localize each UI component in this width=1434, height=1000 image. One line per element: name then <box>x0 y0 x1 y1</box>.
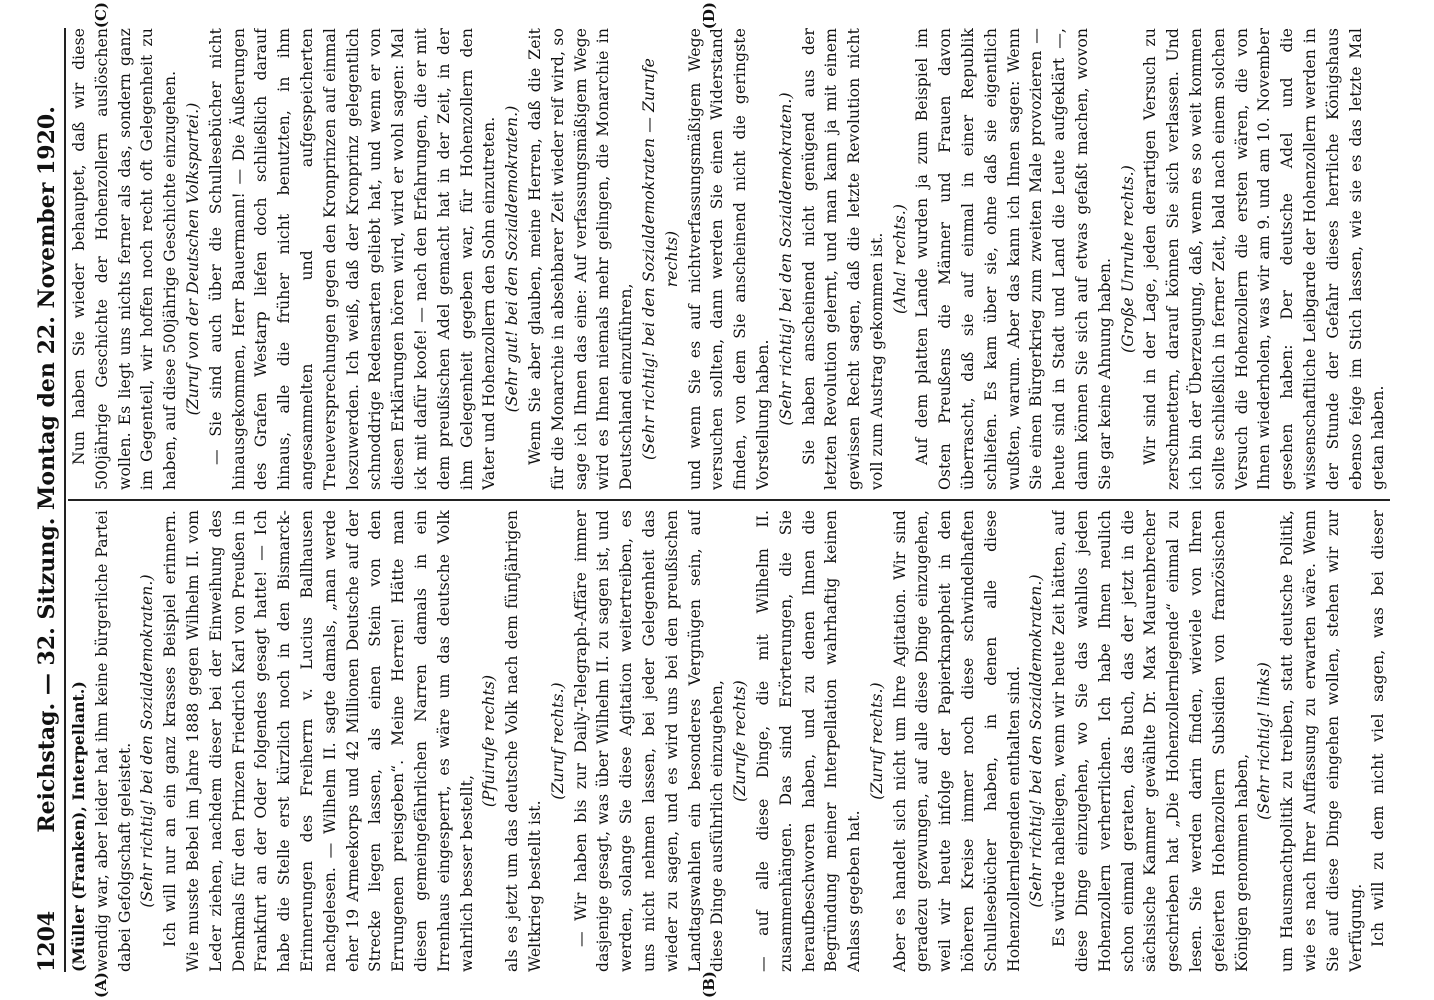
paragraph <box>889 510 1026 972</box>
paragraph-text: (Sehr richtig! bei den Sozialdemokraten.) <box>138 574 157 908</box>
paragraph <box>205 28 501 490</box>
paragraph-text: wendig war, aber leider hat ihm keine bürgerliche Partei dabei Gefolgschaft geleistet. <box>92 510 134 972</box>
paragraph-text: (Zuruf rechts.) <box>548 682 567 800</box>
paragraph-text: Wenn Sie aber glauben, meine Herren, daß die Zeit für die Monarchie in absehbarer Zeit wieder reif wird, so sage ich Ihnen das eine: Auf verfassungsmäßigem Wege wird es Ihnen niemals mehr gelingen, die Monarchie in Deutschland einzuführen, <box>525 28 636 490</box>
interjection <box>1253 510 1276 972</box>
paragraph-text: Ich will zu dem nicht viel sagen, was bei dieser <box>1369 510 1388 948</box>
paragraph-text: um Hausmachtpolitik zu treiben, statt deutsche Politik, wie es nach Ihrer Auffassung zu erwarten wäre. Wenn Sie auf diese Dinge eingehen wollen, stehen wir zur Verfügung. <box>1278 510 1365 972</box>
margin-mark-d: (D) <box>700 2 718 30</box>
paragraph-text: Aber es handelt sich nicht um Ihre Agitation. Wir sind geradezu gezwungen, auf alle diese Dinge einzugehen, weil wir heute infolge der Papierknappheit in den höheren Kreise immer noch diese schwindelhaften Schullesebücher haben, in denen alle diese Hohenzollernlegenden enthalten sind. <box>890 510 1023 972</box>
paragraph <box>752 510 866 972</box>
paragraph-text: Auf dem platten Lande wurden ja zum Beispiel im Osten Preußens die Männer und Frauen davon überrascht, daß sie auf einmal in einer Republik schliefen. Es kam über sie, ohne daß sie eigentlich wußten, warum. Aber das kann ich Ihnen sagen: Wenn Sie einen Bürgerkrieg zum zweiten Male provozieren — heute sind in Stadt und Land die Leute aufgeklärt —, dann können Sie sich auf etwas gefaßt machen, wovon Sie gar keine Ahnung haben. <box>913 28 1114 490</box>
speaker-name: (Müller (Franken), Interpellant.) <box>69 681 88 972</box>
paragraph-text: Nun haben Sie wieder behauptet, daß wir diese 500jährige Geschichte der Hohenzollern auslöschen wollen. Es liegt uns nichts ferner als das, sondern ganz im Gegenteil, wir hoffen noch recht oft Gelegenheit zu haben, auf diese 500jährige Geschichte einzugehen. <box>70 28 180 490</box>
paragraph-text: — auf alle diese Dinge, die mit Wilhelm II. zusammenhängen. Das sind Erörterungen, die Sie heraufbeschworen haben, und zu denen Ihnen die Begründung meiner Interpellation wahrhaftig keinen Anlass gegeben hat. <box>753 510 864 972</box>
paragraph-text: (Große Unruhe rechts.) <box>1118 165 1137 353</box>
paragraph-text: — Wir haben bis zur Daily-Telegraph-Affäre immer dasjenige gesagt, was über Wilhelm II. zu sagen ist, und werden, solange Sie diese Agitation weitertreiben, es uns nicht nehmen lassen, bei jeder Gelegenheit das wieder zu sagen, und es wird uns bei den preußischen Landtagswahlen ein besonderes Vergnügen sein, auf diese Dinge ausführlich einzugehen, <box>571 510 727 972</box>
paragraph-text: (Sehr richtig! bei den Sozialdemokraten.) <box>776 92 795 426</box>
paragraph <box>684 28 775 490</box>
column-divider <box>68 499 1390 501</box>
interjection <box>638 28 684 490</box>
interjection <box>729 510 752 972</box>
page-title: Reichstag. — 32. Sitzung. Montag den 22. November 1920. <box>34 106 60 833</box>
interjection <box>478 510 501 972</box>
paragraph <box>91 510 137 972</box>
paragraph-text: (Zurufe rechts) <box>731 680 750 802</box>
paragraph-text: (Sehr gut! bei den Sozialdemokraten.) <box>503 105 522 413</box>
left-column <box>68 510 1390 972</box>
paragraph <box>159 510 478 972</box>
interjection <box>182 28 205 490</box>
paragraph-text: als es jetzt um das deutsche Volk nach dem fünfjährigen Weltkrieg bestellt ist. <box>503 510 544 972</box>
paragraph <box>1048 510 1253 972</box>
paragraph <box>68 28 182 490</box>
paragraph <box>798 28 889 490</box>
page-header <box>0 28 66 972</box>
right-column <box>68 28 1390 490</box>
paragraph-text: — Sie sind auch über die Schullesebücher nicht hinausgekommen, Herr Bauermann! — Die Äußerungen des Grafen Westarp liefen doch schließlich darauf hinaus, alle die früher nicht benutzten, in ihm angesammelten und aufgespeicherten Treueversprechungen gegen den Kronprinzen auf einmal loszuwerden. Ich weiß, daß der Kronprinz gelegentlich schnoddrige Redensarten geliebt hat, und wenn er von diesen Erklärungen hören wird, wird er wohl sagen: Mal ick mit dafür koofe! — nach den Erfahrungen, die er mit dem preußischen Adel gemacht hat in der Zeit, in der ihm Gelegenheit gegeben war, für Hohenzollern den Vater und Hohenzollern den Sohn einzutreten. <box>206 28 499 490</box>
paragraph-text: und wenn Sie es auf nichtverfassungsmäßigem Wege versuchen sollten, dann werden Sie einen Widerstand finden, von dem Sie anscheinend nicht die geringste Vorstellung haben. <box>685 28 772 490</box>
paragraph-text: Sie haben anscheinend nicht genügend aus der letzten Revolution gelernt, und man kann ja mit einem gewissen Recht sagen, daß die letzte Revolution nicht voll zum Austrag gekommen ist. <box>799 28 886 490</box>
paragraph-text: Ich will nur an ein ganz krasses Beispiel erinnern. Wie musste Bebel im Jahre 1888 gegen Wilhelm II. vom Leder ziehen, nachdem dieser bei der Einweihung des Denkmals für den Prinzen Friedrich Karl von Preußen in Frankfurt an der Oder folgendes gesagt hatte! — Ich habe die Stelle erst kürzlich noch in den Bismarck-Erinnerungen des Freiherrn v. Lucius Ballhausen nachgelesen. — Wilhelm II. sagte damals, „man werde eher 19 Armeekorps und 42 Millionen Deutsche auf der Strecke liegen lassen, als einen Stein von den Errungenen preisgeben“. Meine Herren! Hätte man diesen gemeingefährlichen Narren damals in ein Irrenhaus eingesperrt, es wäre um das deutsche Volk wahrlich besser bestellt, <box>161 510 476 972</box>
paragraph <box>524 28 638 490</box>
interjection <box>1117 28 1140 490</box>
paragraph <box>501 510 547 972</box>
margin-mark-c: (C) <box>92 2 110 29</box>
interjection <box>866 510 889 972</box>
interjection <box>775 28 798 490</box>
paragraph-text: (Sehr richtig! bei den Sozialdemokraten — Zurufe rechts) <box>639 58 681 460</box>
paragraph <box>911 28 1116 490</box>
paragraph-text: (Pfuirufe rechts) <box>480 674 499 808</box>
interjection <box>1025 510 1048 972</box>
paragraph-text: (Sehr richtig! links) <box>1255 662 1274 820</box>
interjection <box>136 510 159 972</box>
paragraph-text: (Sehr richtig! bei den Sozialdemokraten.) <box>1027 574 1046 908</box>
page-body <box>68 28 1390 972</box>
paragraph <box>1139 28 1390 490</box>
page-number: 1204 <box>34 910 60 972</box>
interjection <box>501 28 524 490</box>
margin-mark-a: (A) <box>92 972 110 998</box>
paragraph-text: (Zuruf von der Deutschen Volkspartei.) <box>183 102 202 416</box>
paragraph <box>1367 510 1390 972</box>
paragraph <box>570 510 730 972</box>
paragraph-text: (Zuruf rechts.) <box>867 682 886 800</box>
paragraph-text: Es würde naheliegen, wenn wir heute Zeit hätten, auf diese Dinge einzugehen, wo Sie das wahllos jeden Hohenzollern verherrlichen. Ich habe Ihnen neulich schon einmal geraten, das Buch, das der jetzt in die sächsische Kammer gewählte Dr. Max Maurenbrecher geschrieben hat „Die Hohenzollernlegende“ einmal zu lesen. Sie werden darin finden, wieviele von Ihren gefeierten Hohenzollern Subsidien von französischen Königen genommen haben, <box>1050 510 1251 972</box>
paragraph-text: Wir sind in der Lage, jeden derartigen Versuch zu zerschmettern, darauf können Sie sich verlassen. Und ich bin der Überzeugung, daß, wenn es so weit kommen sollte schließlich in ferner Zeit, bald nach einem solchen Versuch die Hohenzollern die ersten wären, die von Ihnen wiederholen, was wir am 9. und am 10. November gesehen haben: Der deutsche Adel und die wissenschaftliche Leibgarde der Hohenzollern werden in der Stunde der Gefahr dieses herrliche Königshaus ebenso feige im Stich lassen, wie sie es das letzte Mal getan haben. <box>1141 28 1388 490</box>
interjection <box>889 28 912 490</box>
margin-mark-b: (B) <box>700 971 718 998</box>
paragraph <box>1276 510 1367 972</box>
interjection <box>547 510 570 972</box>
paragraph-text: (Aha! rechts.) <box>890 203 909 315</box>
side-note <box>1404 0 1434 1000</box>
paragraph <box>68 510 91 972</box>
